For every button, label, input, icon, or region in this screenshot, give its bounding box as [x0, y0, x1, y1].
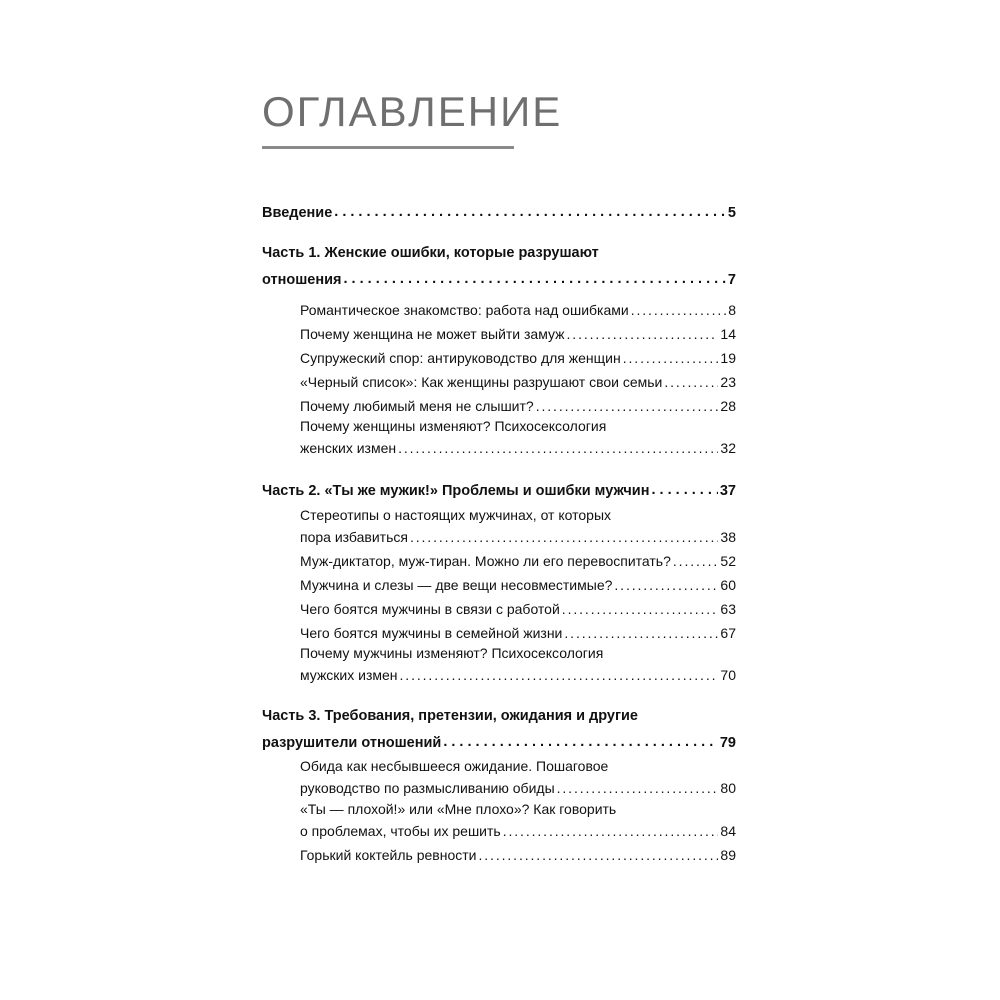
toc-page-number: 38: [720, 529, 736, 545]
toc-entry-title: мужских измен: [300, 667, 398, 683]
toc-entry-title-line: Почему женщины изменяют? Психосексология: [300, 418, 607, 434]
dot-leader: [623, 349, 719, 363]
toc-entry-title: о проблемах, чтобы их решить: [300, 823, 501, 839]
page-title: ОГЛАВЛЕНИЕ: [262, 88, 563, 135]
toc-entry-title-line: Часть 3. Требования, претензии, ожидания и другие: [262, 708, 638, 724]
dot-leader: [398, 439, 718, 453]
dot-leader: [443, 733, 718, 748]
toc-page-number: 60: [720, 577, 736, 593]
toc-entry-title: Мужчина и слезы — две вещи несовместимые?: [300, 577, 613, 593]
toc-page-number: 70: [720, 667, 736, 683]
toc-page-number: 80: [720, 780, 736, 796]
toc-page-number: 7: [727, 271, 736, 288]
toc-entry-title: Горький коктейль ревности: [300, 847, 477, 863]
toc-page-number: 32: [720, 440, 736, 456]
toc-entry-title: Введение: [262, 204, 333, 221]
dot-leader: [673, 552, 719, 566]
toc-page-number: 79: [719, 734, 736, 751]
toc-page-number: 84: [720, 823, 736, 839]
toc-page-number: 14: [720, 326, 736, 342]
toc-entry-title: Почему любимый меня не слышит?: [300, 398, 534, 414]
toc-part-entry[interactable]: [262, 203, 736, 221]
toc-page-number: 89: [720, 847, 736, 863]
toc-chapter-entry[interactable]: [300, 349, 736, 366]
toc-entry-title: Супружеский спор: антируководство для женщин: [300, 350, 621, 366]
toc-chapter-entry[interactable]: [300, 846, 736, 863]
toc-page-number: 28: [720, 398, 736, 414]
toc-page-number: 23: [720, 374, 736, 390]
toc-entry-title: Часть 2. «Ты же мужик!» Проблемы и ошибки мужчин: [262, 482, 650, 499]
toc-chapter-entry[interactable]: [300, 397, 736, 414]
toc-chapter-entry[interactable]: [300, 528, 736, 545]
toc-entry-title: Чего боятся мужчины в семейной жизни: [300, 625, 563, 641]
toc-page-number: 63: [720, 601, 736, 617]
dot-leader: [614, 576, 718, 590]
toc-page-number: 67: [720, 625, 736, 641]
toc-entry-title: женских измен: [300, 440, 397, 456]
dot-leader: [564, 624, 718, 638]
toc-entry-title: Романтическое знакомство: работа над ошибками: [300, 302, 629, 318]
dot-leader: [567, 325, 719, 339]
toc-chapter-entry[interactable]: [300, 822, 736, 839]
toc-page-number: 52: [720, 553, 736, 569]
dot-leader: [334, 203, 726, 218]
toc-chapter-entry[interactable]: [300, 624, 736, 641]
toc-part-entry[interactable]: [262, 481, 736, 499]
toc-chapter-entry[interactable]: [300, 666, 736, 683]
toc-entry-title: руководство по размысливанию обиды: [300, 780, 555, 796]
toc-chapter-entry[interactable]: [300, 301, 736, 318]
toc-entry-title: Чего боятся мужчины в связи с работой: [300, 601, 560, 617]
dot-leader: [536, 397, 719, 411]
dot-leader: [651, 481, 717, 496]
title-underline: [262, 146, 514, 149]
toc-entry-title-line: Почему мужчины изменяют? Психосексология: [300, 645, 604, 661]
toc-chapter-entry[interactable]: [300, 552, 736, 569]
toc-chapter-entry[interactable]: [300, 439, 736, 456]
dot-leader: [664, 373, 718, 387]
toc-chapter-entry[interactable]: [300, 600, 736, 617]
dot-leader: [562, 600, 719, 614]
dot-leader: [503, 822, 719, 836]
toc-page-number: 19: [720, 350, 736, 366]
toc-entry-title: «Черный список»: Как женщины разрушают свои семьи: [300, 374, 663, 390]
toc-chapter-entry[interactable]: [300, 373, 736, 390]
dot-leader: [410, 528, 718, 542]
dot-leader: [479, 846, 719, 860]
dot-leader: [631, 301, 727, 315]
toc-entry-title-line: «Ты — плохой!» или «Мне плохо»? Как говорить: [300, 801, 617, 817]
toc-entry-title: Почему женщина не может выйти замуж: [300, 326, 565, 342]
dot-leader: [344, 270, 726, 285]
toc-page-number: 5: [727, 204, 736, 221]
toc-page-number: 37: [719, 482, 736, 499]
toc-entry-title-line: Обида как несбывшееся ожидание. Пошаговое: [300, 758, 609, 774]
dot-leader: [557, 779, 719, 793]
toc-chapter-entry[interactable]: [300, 779, 736, 796]
toc-entry-title: отношения: [262, 271, 342, 288]
toc-part-entry[interactable]: [262, 733, 736, 751]
toc-entry-title: пора избавиться: [300, 529, 408, 545]
toc-entry-title-line: Стереотипы о настоящих мужчинах, от которых: [300, 507, 612, 523]
toc-chapter-entry[interactable]: [300, 325, 736, 342]
toc-entry-title-line: Часть 1. Женские ошибки, которые разрушают: [262, 245, 599, 261]
toc-entry-title: разрушители отношений: [262, 734, 442, 751]
dot-leader: [400, 666, 719, 680]
toc-chapter-entry[interactable]: [300, 576, 736, 593]
toc-part-entry[interactable]: [262, 270, 736, 288]
toc-entry-title: Муж-диктатор, муж-тиран. Можно ли его перевоспитать?: [300, 553, 671, 569]
toc-page-number: 8: [728, 302, 736, 318]
